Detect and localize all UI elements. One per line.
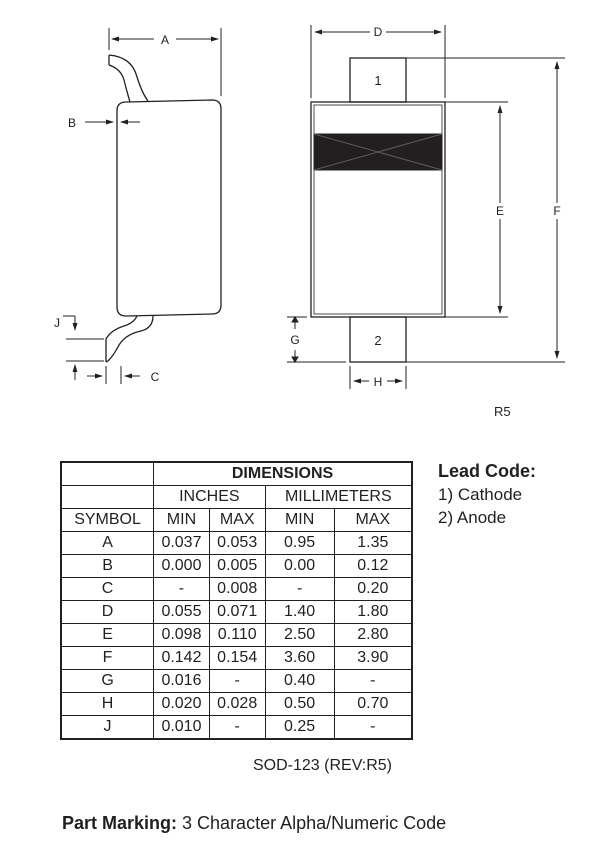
cell-sym: E xyxy=(61,624,154,647)
part-marking-text: 3 Character Alpha/Numeric Code xyxy=(177,813,447,833)
dim-label-c: C xyxy=(150,370,160,384)
dimension-rows xyxy=(61,532,412,740)
cell-mm-max: - xyxy=(334,716,412,740)
side-view xyxy=(63,28,221,384)
cell-sym: G xyxy=(61,670,154,693)
cell-in-max: 0.154 xyxy=(209,647,265,670)
cell-mm-min: 0.25 xyxy=(265,716,334,740)
cell-in-max: 0.071 xyxy=(209,601,265,624)
cell-sym: B xyxy=(61,555,154,578)
cell-mm-max: 0.12 xyxy=(334,555,412,578)
cell-mm-max: 3.90 xyxy=(334,647,412,670)
package-reference: SOD-123 (REV:R5) xyxy=(253,757,392,774)
dim-label-e: E xyxy=(495,204,505,218)
cell-in-max: - xyxy=(209,716,265,740)
cell-in-min: 0.016 xyxy=(154,670,210,693)
cell-mm-min: 0.40 xyxy=(265,670,334,693)
table-row xyxy=(61,601,412,624)
part-marking-label: Part Marking: xyxy=(62,813,178,833)
dim-label-a: A xyxy=(160,33,170,47)
in-min-header: MIN xyxy=(154,509,210,532)
mm-max-header: MAX xyxy=(334,509,412,532)
dim-label-d: D xyxy=(373,25,383,39)
millimeters-header: MILLIMETERS xyxy=(265,486,412,509)
cell-in-max: - xyxy=(209,670,265,693)
cell-in-max: 0.028 xyxy=(209,693,265,716)
table-title: DIMENSIONS xyxy=(154,462,412,486)
side-body xyxy=(117,100,221,316)
cell-in-max: 0.053 xyxy=(209,532,265,555)
table-row xyxy=(61,624,412,647)
top-view xyxy=(287,25,565,389)
cell-in-min: 0.055 xyxy=(154,601,210,624)
table-row xyxy=(61,555,412,578)
cell-sym: A xyxy=(61,532,154,555)
table-row xyxy=(61,670,412,693)
dimensions-table xyxy=(60,461,413,740)
cell-in-min: - xyxy=(154,578,210,601)
table-corner xyxy=(61,462,154,486)
cell-in-min: 0.020 xyxy=(154,693,210,716)
top-lead xyxy=(109,55,148,102)
cell-mm-min: 2.50 xyxy=(265,624,334,647)
cell-sym: J xyxy=(61,716,154,740)
table-row xyxy=(61,578,412,601)
cell-sym: H xyxy=(61,693,154,716)
cell-sym: D xyxy=(61,601,154,624)
cell-mm-max: 1.80 xyxy=(334,601,412,624)
part-marking xyxy=(62,813,446,834)
in-max-header: MAX xyxy=(209,509,265,532)
lead-code-item: 2) Anode xyxy=(438,508,507,527)
dim-label-j: J xyxy=(54,316,60,330)
cell-in-max: 0.110 xyxy=(209,624,265,647)
inches-header: INCHES xyxy=(154,486,265,509)
cell-mm-min: 0.50 xyxy=(265,693,334,716)
lead-code-item: 1) Cathode xyxy=(438,485,523,504)
cell-mm-max: 0.20 xyxy=(334,578,412,601)
cell-in-min: 0.010 xyxy=(154,716,210,740)
lead-code-heading: Lead Code: xyxy=(438,461,537,481)
lead-code xyxy=(438,461,536,531)
dim-label-h: H xyxy=(373,375,383,389)
revision-label: R5 xyxy=(494,404,511,419)
cell-mm-min: 3.60 xyxy=(265,647,334,670)
cell-mm-min: 0.00 xyxy=(265,555,334,578)
symbol-header: SYMBOL xyxy=(61,509,154,532)
cell-in-min: 0.142 xyxy=(154,647,210,670)
pad-2-label: 2 xyxy=(374,333,382,348)
cell-in-min: 0.000 xyxy=(154,555,210,578)
bottom-lead xyxy=(106,316,153,362)
pad-1-label: 1 xyxy=(374,73,382,88)
cell-mm-min: 0.95 xyxy=(265,532,334,555)
cell-mm-max: 1.35 xyxy=(334,532,412,555)
cell-sym: C xyxy=(61,578,154,601)
cell-in-max: 0.008 xyxy=(209,578,265,601)
cell-mm-max: 2.80 xyxy=(334,624,412,647)
cell-in-min: 0.037 xyxy=(154,532,210,555)
table-row xyxy=(61,716,412,740)
cell-sym: F xyxy=(61,647,154,670)
cell-mm-max: - xyxy=(334,670,412,693)
table-row xyxy=(61,693,412,716)
table-row xyxy=(61,647,412,670)
cell-in-min: 0.098 xyxy=(154,624,210,647)
mm-min-header: MIN xyxy=(265,509,334,532)
dim-label-b: B xyxy=(67,116,77,130)
cell-mm-min: 1.40 xyxy=(265,601,334,624)
cell-in-max: 0.005 xyxy=(209,555,265,578)
table-row xyxy=(61,532,412,555)
cell-mm-max: 0.70 xyxy=(334,693,412,716)
dim-label-g: G xyxy=(290,333,300,347)
cell-mm-min: - xyxy=(265,578,334,601)
dim-label-f: F xyxy=(553,204,561,218)
